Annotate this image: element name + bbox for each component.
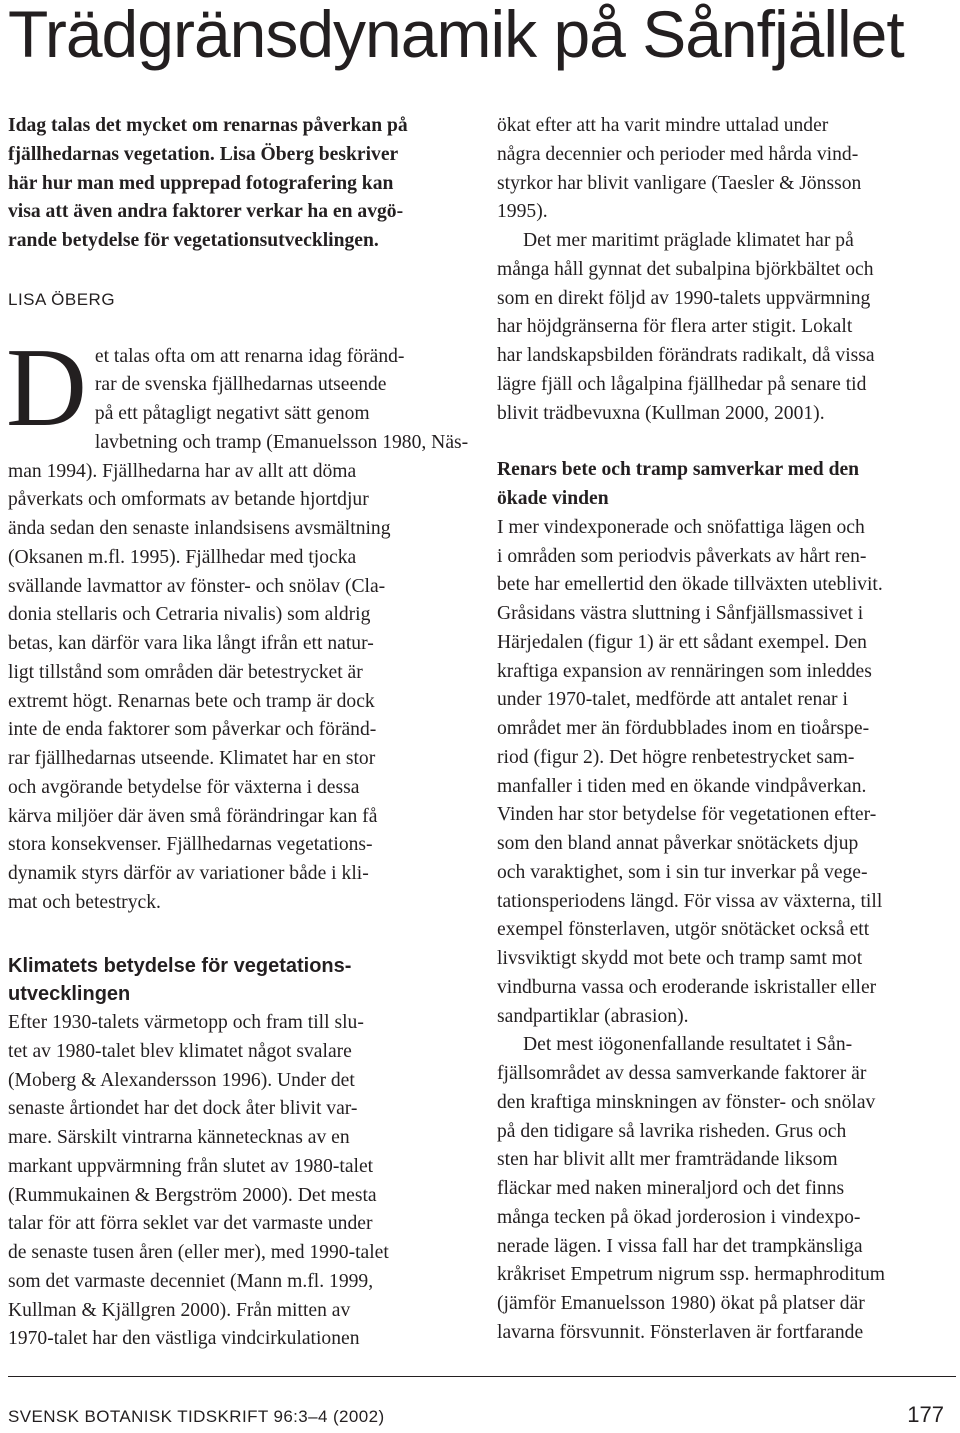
wind-paragraph <box>497 514 957 1032</box>
body-line: (Moberg & Alexandersson 1996). Under det <box>8 1069 355 1091</box>
body-line: Gråsidans västra sluttning i Sånfjällsmassivet i <box>497 603 864 624</box>
body-line: tationsperiodens längd. För vissa av växterna, till <box>497 890 883 912</box>
body-line: många tecken på ökad jorderosion i vindexpo- <box>497 1206 861 1228</box>
body-line: under 1970-talet, medförde att antalet renar i <box>497 689 848 711</box>
left-column <box>8 112 470 1354</box>
body-line: bete har emellertid den ökade tillväxten uteblivit. <box>497 574 883 596</box>
body-line: i områden som periodvis påverkats av hårt ren- <box>497 545 867 567</box>
body-line: manfaller i tiden med en ökande vindpåverkan. <box>497 775 867 797</box>
body-line: som den bland annat påverkar snötäckets djup <box>497 833 859 854</box>
heading-line: Renars bete och tramp samverkar med den <box>497 459 860 481</box>
body-line: I mer vindexponerade och snöfattiga lägen och <box>497 516 865 538</box>
lead-line: rande betydelse för vegetationsutvecklingen. <box>8 230 379 251</box>
result-paragraph <box>497 1031 957 1347</box>
lead-line: visa att även andra faktorer verkar ha en avgö- <box>8 201 404 223</box>
body-line: sandpartiklar (abrasion). <box>497 1005 689 1027</box>
section-heading-climate <box>8 952 470 1010</box>
body-line: styrkor har blivit vanligare (Taesler & Jönsson <box>497 172 862 194</box>
body-line: mare. Särskilt vintrarna kännetecknas av en <box>8 1127 350 1148</box>
heading-line: utvecklingen <box>8 983 131 1006</box>
continued-paragraph <box>497 112 957 227</box>
body-line: vindburna vassa och eroderande iskristaller eller <box>497 976 877 998</box>
maritime-paragraph <box>497 227 957 428</box>
body-line: och avgörande betydelse för växterna i dessa <box>8 776 360 798</box>
section-heading-wind <box>497 456 957 514</box>
body-line: (Rummukainen & Bergström 2000). Det mesta <box>8 1184 377 1206</box>
body-line: de senaste tusen åren (eller mer), med 1990-talet <box>8 1242 389 1263</box>
page-title: Trädgränsdynamik på Sånfjället <box>8 0 904 71</box>
body-line: många håll gynnat det subalpina björkbältet och <box>497 258 874 280</box>
body-line: några decennier och perioder med hårda vind- <box>497 143 859 165</box>
body-line: livsviktigt skydd mot bete och tramp samt mot <box>497 948 863 969</box>
body-line: rar de svenska fjällhedarnas utseende <box>94 374 387 396</box>
body-line: påverkats och omformats av betande hjortdjur <box>8 489 369 511</box>
body-line: et talas ofta om att renarna idag föränd- <box>94 345 405 367</box>
body-line: 1970-talet har den västliga vindcirkulationen <box>8 1328 360 1350</box>
body-line: Det mest iögonenfallande resultatet i Sån- <box>523 1034 853 1056</box>
body-line: har höjdgränserna för flera arter stigit. Lokalt <box>497 316 853 338</box>
heading-line: ökade vinden <box>497 488 609 509</box>
body-line: exempel fönsterlaven, utgör snötäcket också ett <box>497 919 870 941</box>
body-line: lavbetning och tramp (Emanuelsson 1980, Näs- <box>94 431 469 453</box>
body-line: Vinden har stor betydelse för vegetationen efter- <box>497 804 877 826</box>
body-line: betas, kan därför vara lika långt ifrån ett natur- <box>8 633 374 654</box>
body-line: blivit trädbevuxna (Kullman 2000, 2001). <box>497 402 825 424</box>
body-line: kråkriset Empetrum nigrum ssp. hermaphroditum <box>497 1264 885 1286</box>
body-line: mat och betestryck. <box>8 891 161 913</box>
body-line: ökat efter att ha varit mindre uttalad under <box>497 115 829 136</box>
body-line: kärva miljöer där även små förändringar kan få <box>8 805 378 827</box>
body-line: Härjedalen (figur 1) är ett sådant exempel. Den <box>497 631 867 653</box>
body-line: fjällsområdet av dessa samverkande faktorer är <box>497 1063 867 1084</box>
body-line: stora konsekvenser. Fjällhedarnas vegetations- <box>8 834 373 856</box>
body-line: extremt högt. Renarnas bete och tramp är dock <box>8 690 375 712</box>
lead-line: fjällhedarnas vegetation. Lisa Öberg beskriver <box>8 143 399 165</box>
body-line: svällande lavmattor av fönster- och snölav (Cla- <box>8 575 386 597</box>
body-line: riod (figur 2). Det högre renbetestrycket sam- <box>497 746 855 768</box>
body-line: som en direkt följd av 1990-talets uppvärmning <box>497 287 871 309</box>
body-line: donia stellaris och Cetraria nivalis) som aldrig <box>8 604 371 626</box>
body-line: man 1994). Fjällhedarna har av allt att döma <box>8 460 357 482</box>
body-line: ligt tillstånd som områden där betestrycket är <box>8 661 363 683</box>
body-line: Efter 1930-talets värmetopp och fram till slu- <box>8 1012 364 1033</box>
right-column <box>497 112 957 1348</box>
body-line: inte de enda faktorer som påverkar och föränd- <box>8 719 377 741</box>
body-line: Kullman & Kjällgren 2000). Från mitten av <box>8 1299 351 1321</box>
lead-line: här hur man med upprepad fotografering kan <box>8 172 394 194</box>
body-line: ända sedan den senaste inlandsisens avsmältning <box>8 518 391 539</box>
body-line: lägre fjäll och lågalpina fjällhedar på senare tid <box>497 373 867 395</box>
body-line: rar fjällhedarnas utseende. Klimatet har en stor <box>8 748 376 769</box>
body-line: som det varmaste decenniet (Mann m.fl. 1999, <box>8 1270 374 1292</box>
body-line: sten har blivit allt mer framträdande liksom <box>497 1149 838 1171</box>
journal-citation: SVENSK BOTANISK TIDSKRIFT 96:3–4 (2002) <box>8 1407 385 1426</box>
body-line: (jämför Emanuelsson 1980) ökat på platser där <box>497 1293 865 1314</box>
body-line: har landskapsbilden förändrats radikalt, då vissa <box>497 345 875 366</box>
body-line: (Oksanen m.fl. 1995). Fjällhedar med tjocka <box>8 546 357 568</box>
intro-paragraph <box>6 325 470 918</box>
body-line: området mer än fördubblades inom en tioårspe- <box>497 718 870 739</box>
body-line: på ett påtagligt negativt sätt genom <box>94 403 370 424</box>
body-line: tet av 1980-talet blev klimatet något svalare <box>8 1040 352 1062</box>
body-line: och varaktighet, som i sin tur inverkar på vege- <box>497 861 868 883</box>
heading-line: Klimatets betydelse för vegetations- <box>8 954 352 977</box>
body-line: 1995). <box>497 201 548 223</box>
lead-paragraph <box>8 112 470 256</box>
body-line: dynamik styrs därför av variationer både i kli- <box>8 863 369 884</box>
lead-line: Idag talas det mycket om renarnas påverkan på <box>8 115 408 136</box>
body-line: den kraftiga minskningen av fönster- och snölav <box>497 1091 876 1113</box>
author-byline: LISA ÖBERG <box>8 289 116 309</box>
body-line: på den tidigare så lavrika risheden. Grus och <box>497 1120 847 1142</box>
body-line: senaste årtiondet har det dock åter blivit var- <box>8 1098 358 1120</box>
climate-paragraph <box>8 1009 470 1354</box>
body-line: kraftiga expansion av rennäringen som inleddes <box>497 660 872 682</box>
page-number: 177 <box>907 1402 944 1427</box>
body-line: lavarna försvunnit. Fönsterlaven är fortfarande <box>497 1321 864 1343</box>
body-line: fläckar med naken mineraljord och det finns <box>497 1178 845 1199</box>
body-line: markant uppvärmning från slutet av 1980-talet <box>8 1155 374 1177</box>
body-line: nerade lägen. I vissa fall har det trampkänsliga <box>497 1235 863 1257</box>
drop-cap: D <box>6 325 87 450</box>
body-line: Det mer maritimt präglade klimatet har på <box>523 230 854 251</box>
footer-rule <box>8 1376 956 1377</box>
body-line: talar för att förra seklet var det varmaste under <box>8 1213 373 1235</box>
